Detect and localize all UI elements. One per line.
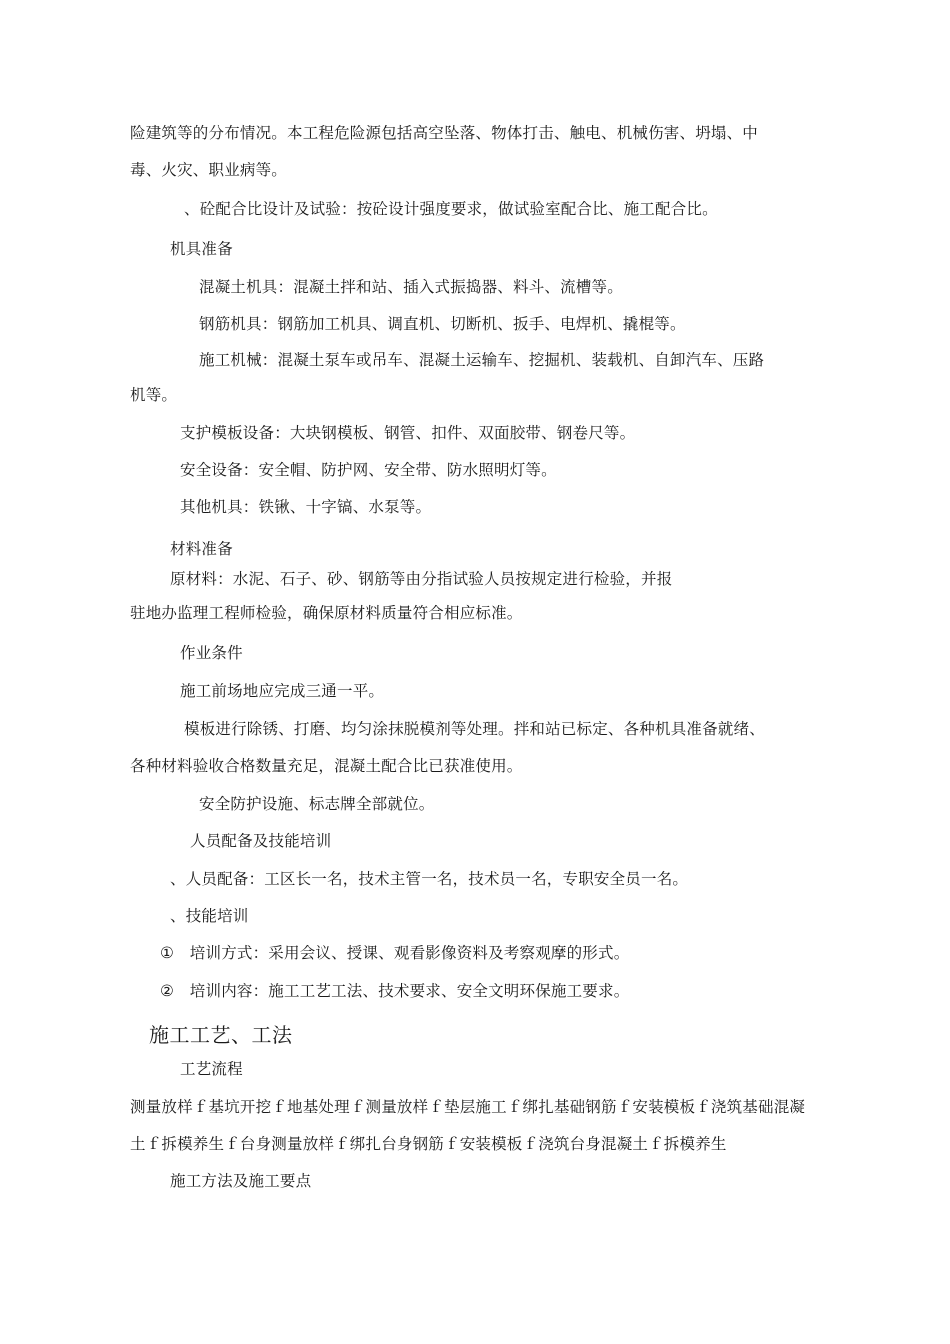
flow-heading: 工艺流程 <box>180 1060 243 1078</box>
personnel-staffing-line: 、人员配备：工区长一名，技术主管一名，技术员一名，专职安全员一名。 <box>170 870 689 888</box>
machinery-other-line: 其他机具：铁锹、十字镐、水泵等。 <box>180 498 432 516</box>
training-heading: 、技能培训 <box>170 907 249 925</box>
machinery-rebar-line: 钢筋机具：钢筋加工机具、调直机、切断机、扳手、电焊机、撬棍等。 <box>199 315 686 333</box>
conditions-site-line: 施工前场地应完成三通一平。 <box>180 682 385 700</box>
personnel-heading: 人员配备及技能培训 <box>190 832 332 850</box>
conditions-heading: 作业条件 <box>180 644 243 662</box>
materials-raw-line-2: 驻地办监理工程师检验，确保原材料质量符合相应标准。 <box>130 604 523 622</box>
machinery-construction-line-2: 机等。 <box>130 386 178 404</box>
flow-line-1: 测量放样ｆ基坑开挖ｆ地基处理ｆ测量放样ｆ垫层施工ｆ绑扎基础钢筋ｆ安装模板ｆ浇筑基础混凝 <box>130 1098 806 1116</box>
conditions-safety-line: 安全防护设施、标志牌全部就位。 <box>199 795 435 813</box>
training-method-line: ① 培训方式：采用会议、授课、观看影像资料及考察观摩的形式。 <box>160 944 630 962</box>
machinery-heading: 机具准备 <box>170 240 233 258</box>
concrete-mix-paragraph: 、砼配合比设计及试验：按砼设计强度要求，做试验室配合比、施工配合比。 <box>184 200 718 218</box>
machinery-safety-line: 安全设备：安全帽、防护网、安全带、防水照明灯等。 <box>180 461 557 479</box>
methods-heading: 施工方法及施工要点 <box>170 1172 312 1190</box>
machinery-formwork-line: 支护模板设备：大块钢模板、钢管、扣件、双面胶带、钢卷尺等。 <box>180 424 636 442</box>
training-content-line: ② 培训内容：施工工艺工法、技术要求、安全文明环保施工要求。 <box>160 982 630 1000</box>
hazard-text-line-1: 险建筑等的分布情况。本工程危险源包括高空坠落、物体打击、触电、机械伤害、坍塌、中 <box>130 124 759 142</box>
flow-line-2: 土ｆ拆模养生ｆ台身测量放样ｆ绑扎台身钢筋ｆ安装模板ｆ浇筑台身混凝土ｆ拆模养生 <box>130 1135 727 1153</box>
process-section-title: 施工工艺、工法 <box>149 1023 293 1047</box>
conditions-formwork-line-2: 各种材料验收合格数量充足，混凝土配合比已获准使用。 <box>130 757 523 775</box>
materials-heading: 材料准备 <box>170 540 233 558</box>
machinery-concrete-line: 混凝土机具：混凝土拌和站、插入式振捣器、料斗、流槽等。 <box>199 278 623 296</box>
conditions-formwork-line-1: 模板进行除锈、打磨、均匀涂抹脱模剂等处理。拌和站已标定、各种机具准备就绪、 <box>184 720 765 738</box>
hazard-text-line-2: 毒、火灾、职业病等。 <box>130 161 288 179</box>
machinery-construction-line-1: 施工机械：混凝土泵车或吊车、混凝土运输车、挖掘机、装载机、自卸汽车、压路 <box>199 351 765 369</box>
materials-raw-line-1: 原材料：水泥、石子、砂、钢筋等由分指试验人员按规定进行检验，并报 <box>170 570 673 588</box>
